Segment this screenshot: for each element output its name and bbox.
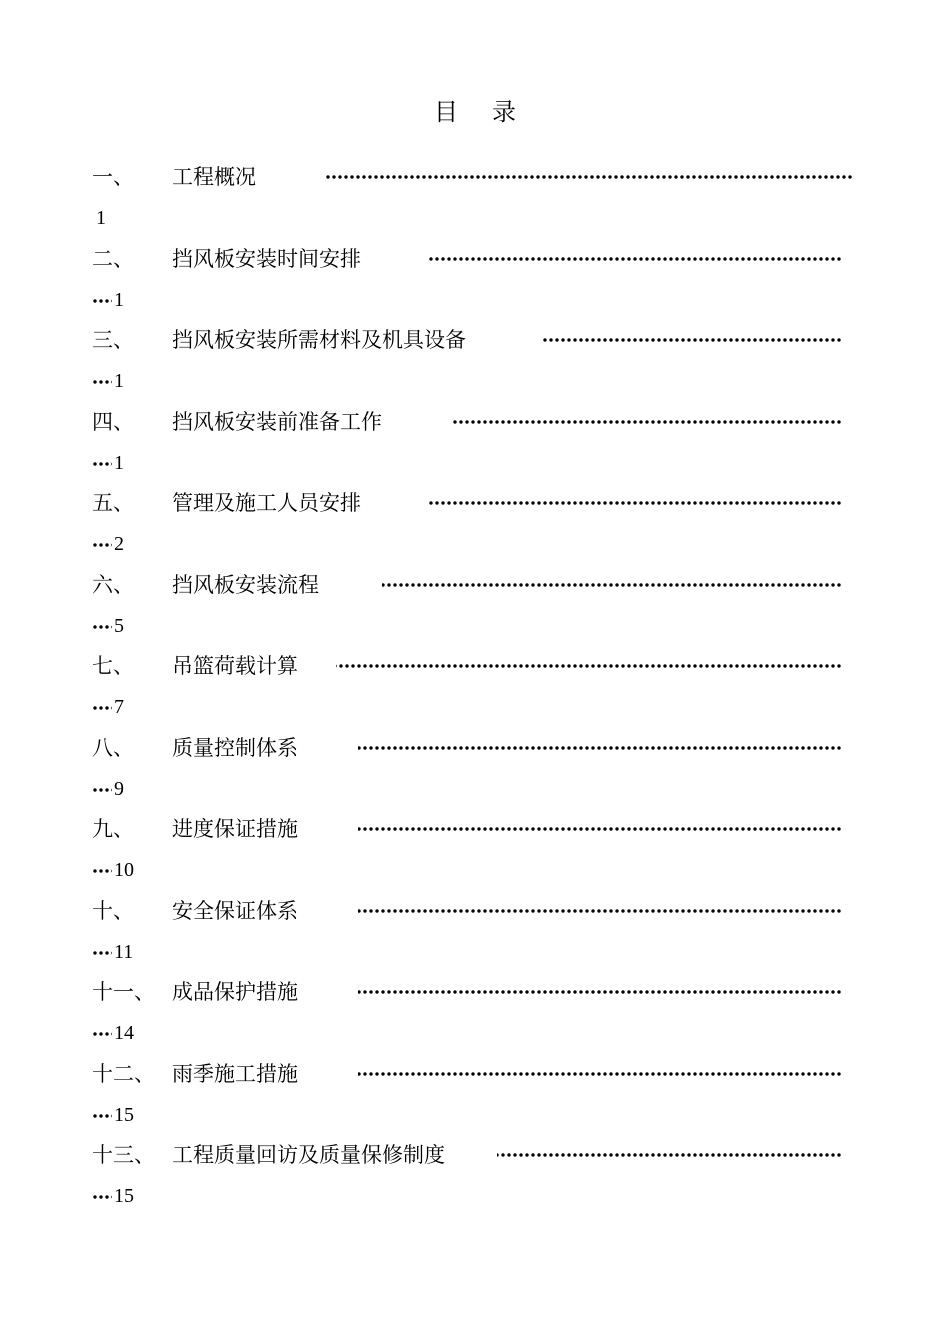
toc-number: 九、 — [92, 817, 134, 841]
toc-page-number — [92, 1095, 134, 1135]
toc-number: 十二、 — [92, 1061, 155, 1086]
toc-page-number — [92, 1013, 134, 1053]
toc-title: 质量控制体系 — [172, 735, 298, 760]
toc-dot-leader-continuation — [92, 1114, 112, 1118]
toc-dot-leader — [543, 338, 842, 342]
table-of-contents — [92, 156, 862, 1216]
toc-number: 一、 — [92, 165, 134, 189]
page-number-value: 11 — [114, 940, 134, 963]
page-number-value: 7 — [114, 696, 124, 718]
toc-entry[interactable] — [92, 482, 862, 564]
page-number-value: 1 — [96, 207, 106, 229]
page-number-value: 14 — [114, 1022, 134, 1044]
toc-entry[interactable] — [92, 727, 862, 809]
toc-heading-line — [92, 1134, 862, 1176]
page-number-value: 5 — [114, 614, 124, 637]
toc-heading-line — [92, 1053, 862, 1095]
toc-dot-leader-continuation — [92, 788, 112, 792]
toc-dot-leader-continuation — [92, 299, 112, 303]
toc-entry[interactable] — [92, 808, 862, 890]
toc-dot-leader-continuation — [92, 951, 112, 955]
toc-number: 七、 — [92, 654, 134, 678]
page-title: 目录 — [434, 98, 550, 126]
toc-dot-leader-continuation — [92, 869, 112, 873]
page-number-value: 10 — [114, 859, 134, 881]
toc-dot-leader-continuation — [92, 462, 112, 466]
page-number-value: 1 — [114, 288, 124, 311]
toc-dot-leader — [358, 746, 842, 750]
toc-page-number — [92, 687, 124, 727]
toc-number: 四、 — [92, 409, 134, 434]
toc-title: 工程概况 — [172, 165, 256, 189]
toc-title: 挡风板安装所需材料及机具设备 — [172, 328, 466, 352]
toc-page-number — [92, 769, 124, 809]
toc-dot-leader — [382, 583, 842, 587]
toc-page-number — [92, 850, 134, 890]
toc-entry[interactable] — [92, 1134, 862, 1216]
page-number-value: 1 — [114, 370, 124, 392]
toc-heading-line — [92, 727, 862, 769]
toc-title: 挡风板安装流程 — [172, 572, 319, 597]
toc-title: 雨季施工措施 — [172, 1061, 298, 1086]
toc-page-number — [92, 1176, 134, 1216]
toc-dot-leader — [428, 501, 842, 505]
toc-dot-leader-continuation — [92, 1195, 112, 1199]
toc-number: 十三、 — [92, 1143, 155, 1167]
toc-number: 十一、 — [92, 980, 155, 1004]
toc-dot-leader — [358, 1072, 842, 1076]
toc-entry[interactable] — [92, 238, 862, 320]
toc-title: 管理及施工人员安排 — [172, 491, 361, 515]
toc-page-number — [92, 443, 124, 483]
toc-dot-leader — [358, 990, 842, 994]
toc-heading-line — [92, 482, 862, 524]
toc-title: 工程质量回访及质量保修制度 — [172, 1143, 445, 1167]
toc-entry[interactable] — [92, 1053, 862, 1135]
toc-number: 二、 — [92, 246, 134, 271]
toc-dot-leader — [358, 827, 842, 831]
toc-heading-line — [92, 890, 862, 932]
toc-title: 挡风板安装前准备工作 — [172, 409, 382, 434]
toc-entry[interactable] — [92, 319, 862, 401]
toc-number: 八、 — [92, 735, 134, 760]
toc-heading-line — [92, 238, 862, 280]
toc-page-number — [96, 198, 106, 238]
toc-dot-leader-continuation — [92, 706, 112, 710]
page-number-value: 15 — [114, 1103, 134, 1126]
toc-heading-line — [92, 971, 862, 1013]
toc-heading-line — [92, 808, 862, 850]
toc-page-number — [92, 280, 124, 320]
toc-dot-leader-continuation — [92, 543, 112, 547]
toc-title: 进度保证措施 — [172, 817, 298, 841]
toc-heading-line — [92, 401, 862, 443]
toc-title: 挡风板安装时间安排 — [172, 246, 361, 271]
page-number-value: 1 — [114, 451, 124, 474]
toc-title: 安全保证体系 — [172, 898, 298, 923]
page-number-value: 2 — [114, 533, 124, 555]
toc-page-number — [92, 361, 124, 401]
toc-title: 吊篮荷载计算 — [172, 654, 298, 678]
toc-dot-leader — [497, 1153, 842, 1157]
page-number-value: 9 — [114, 777, 124, 800]
toc-entry[interactable] — [92, 401, 862, 483]
toc-dot-leader — [358, 909, 842, 913]
toc-number: 五、 — [92, 491, 134, 515]
toc-number: 三、 — [92, 328, 134, 352]
toc-dot-leader-continuation — [92, 380, 112, 384]
toc-dot-leader — [428, 257, 842, 261]
toc-dot-leader — [324, 175, 853, 179]
toc-dot-leader-continuation — [92, 1032, 112, 1036]
toc-heading-line — [92, 564, 862, 606]
toc-dot-leader — [336, 664, 842, 668]
toc-entry[interactable] — [92, 971, 862, 1053]
toc-number: 十、 — [92, 898, 134, 923]
toc-title: 成品保护措施 — [172, 980, 298, 1004]
page-number-value: 15 — [114, 1185, 134, 1207]
toc-number: 六、 — [92, 572, 134, 597]
toc-entry[interactable] — [92, 645, 862, 727]
toc-dot-leader — [451, 420, 842, 424]
toc-page-number — [92, 524, 124, 564]
toc-page-number — [92, 606, 124, 646]
toc-entry[interactable] — [92, 156, 862, 238]
toc-heading-line — [92, 156, 862, 198]
toc-page-number — [92, 932, 133, 972]
toc-dot-leader-continuation — [92, 625, 112, 629]
toc-heading-line — [92, 645, 862, 687]
toc-heading-line — [92, 319, 862, 361]
toc-entry[interactable] — [92, 564, 862, 646]
toc-entry[interactable] — [92, 890, 862, 972]
